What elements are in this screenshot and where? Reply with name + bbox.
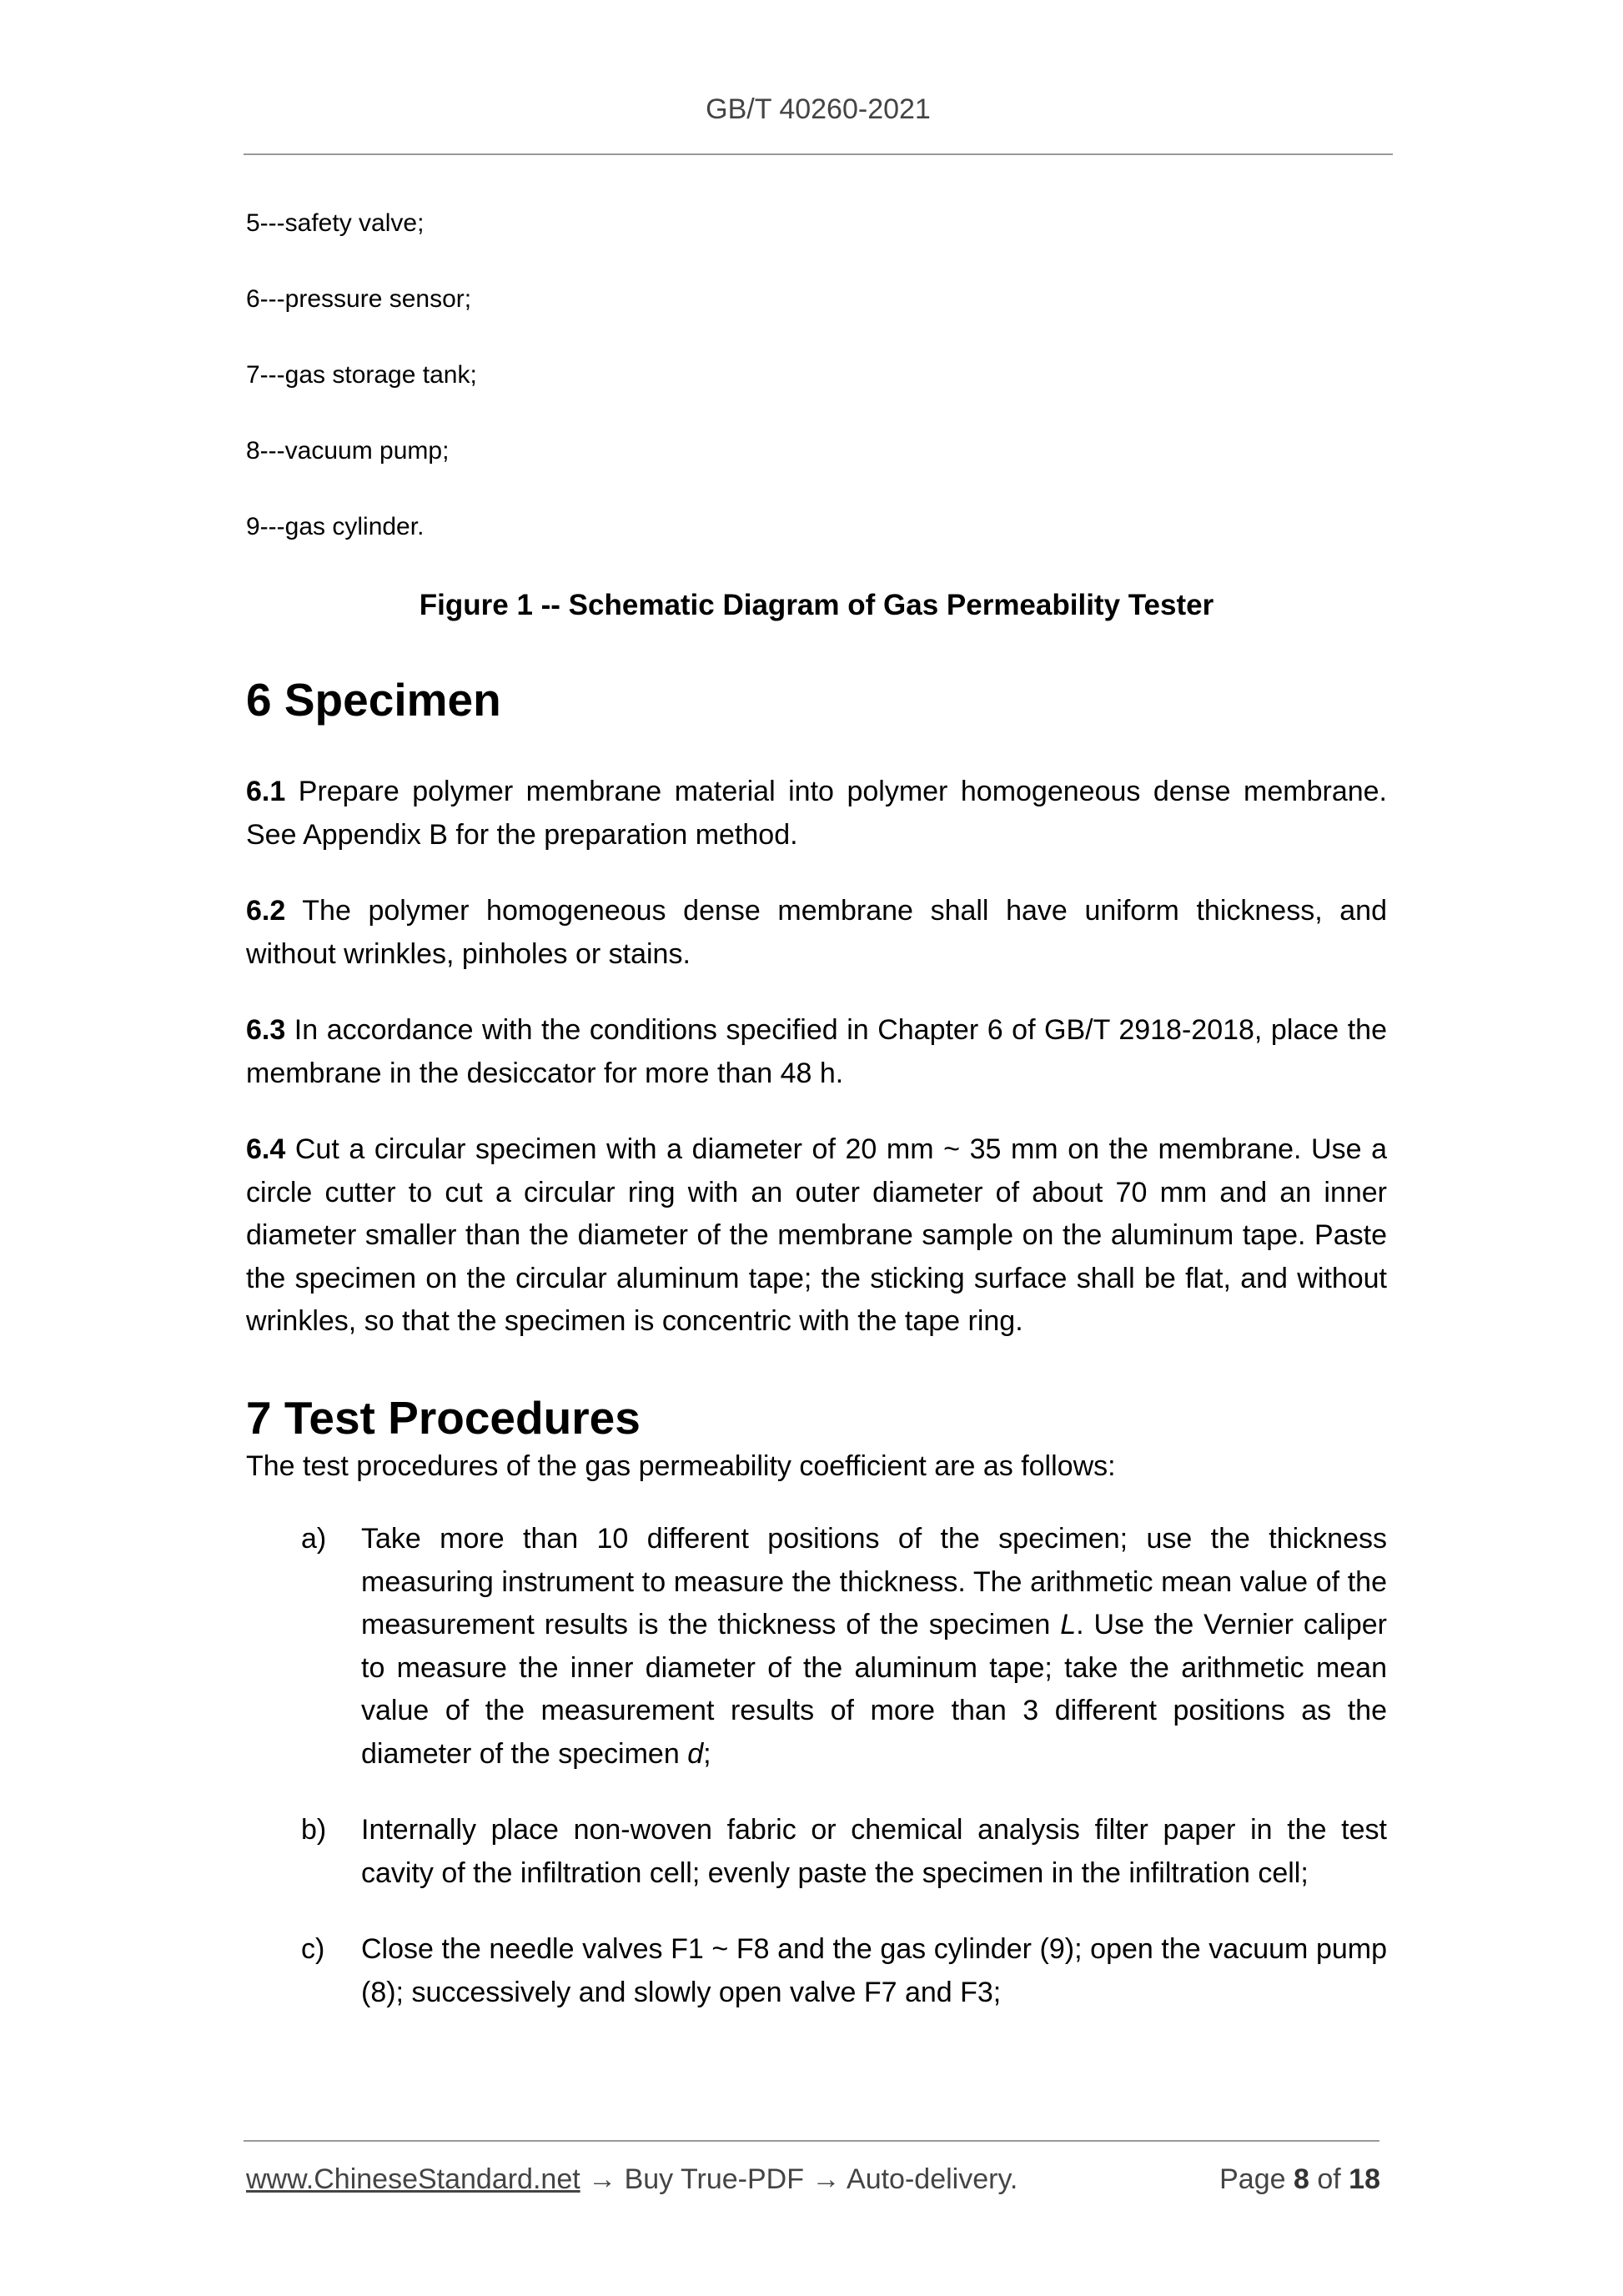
page-number: 8 — [1293, 2163, 1309, 2195]
list-marker: b) — [301, 1814, 327, 1846]
procedure-text: Internally place non-woven fabric or chemical analysis filter paper in the test cavity of the infiltration cell; evenly paste the specimen in the infiltration cell; — [361, 1814, 1387, 1889]
auto-delivery-text: Auto-delivery. — [847, 2163, 1018, 2195]
of-label: of — [1317, 2163, 1341, 2195]
figure-caption: Figure 1 -- Schematic Diagram of Gas Permeability Tester — [419, 589, 1214, 621]
procedure-text — [361, 1518, 1387, 1776]
arrow-right-icon: → — [812, 2163, 841, 2195]
variable-thickness: L — [1060, 1609, 1077, 1640]
footer-divider — [244, 2140, 1379, 2142]
header-divider — [244, 153, 1393, 155]
page-indicator — [1219, 2163, 1380, 2196]
page-footer — [246, 2163, 1380, 2196]
variable-diameter: d — [687, 1737, 704, 1770]
legend-item: 7---gas storage tank; — [246, 361, 477, 389]
page-header: GB/T 40260-2021 — [706, 93, 931, 125]
procedure-text-part: . Use the Vernier caliper to measure the inner diameter of the aluminum tape; take the arithmetic mean value of the measurement results of more than 3 different positions as the diameter of the specimen — [361, 1609, 1388, 1770]
specimen-clauses — [246, 771, 1387, 1344]
procedure-item-a — [246, 1518, 1387, 1776]
legend-item: 6---pressure sensor; — [246, 285, 472, 313]
procedure-list — [246, 1518, 1387, 2014]
clause-number: 6.3 — [246, 1014, 286, 1046]
page-content — [246, 207, 1387, 2047]
clause-6-4 — [246, 1128, 1387, 1344]
clause-number: 6.1 — [246, 776, 286, 807]
procedure-item-c — [246, 1928, 1387, 2014]
total-pages: 18 — [1349, 2163, 1380, 2195]
clause-text: In accordance with the conditions specified in Chapter 6 of GB/T 2918-2018, place the membrane in the desiccator for more than 48 h. — [246, 1014, 1387, 1089]
clause-6-1 — [246, 771, 1387, 857]
page-label: Page — [1219, 2163, 1286, 2195]
legend-item: 9---gas cylinder. — [246, 513, 425, 540]
clause-number: 6.2 — [246, 895, 286, 927]
section-heading-specimen: 6 Specimen — [246, 674, 501, 726]
clause-text: Prepare polymer membrane material into polymer homogeneous dense membrane. See Appendix B for the preparation method. — [246, 776, 1387, 851]
clause-text: Cut a circular specimen with a diameter of 20 mm ~ 35 mm on the membrane. Use a circle cutter to cut a circular ring with an outer diameter of about 70 mm and an inner diameter smaller than the diameter of the membrane sample on the aluminum tape. Paste the specimen on the circular aluminum tape; the sticking surface shall be flat, and without wrinkles, so that the specimen is concentric with the tape ring. — [246, 1133, 1387, 1337]
procedure-item-b — [246, 1809, 1387, 1895]
section-heading-test-procedures: 7 Test Procedures — [246, 1391, 641, 1444]
clause-6-3 — [246, 1009, 1387, 1095]
buy-true-pdf-text: Buy True-PDF — [624, 2163, 804, 2195]
procedures-intro: The test procedures of the gas permeability coefficient are as follows: — [246, 1449, 1116, 1482]
clause-number: 6.4 — [246, 1133, 286, 1165]
clause-text: The polymer homogeneous dense membrane shall have uniform thickness, and without wrinkles, pinholes or stains. — [246, 895, 1387, 970]
arrow-right-icon: → — [588, 2163, 617, 2195]
procedure-text-part: ; — [703, 1737, 711, 1770]
legend-item: 5---safety valve; — [246, 209, 425, 237]
clause-6-2 — [246, 890, 1387, 976]
website-link[interactable]: www.ChineseStandard.net — [246, 2163, 580, 2195]
list-marker: c) — [301, 1933, 325, 1965]
list-marker: a) — [301, 1523, 327, 1555]
legend-item: 8---vacuum pump; — [246, 437, 450, 465]
procedure-text: Close the needle valves F1 ~ F8 and the gas cylinder (9); open the vacuum pump (8); successively and slowly open valve F7 and F3; — [361, 1933, 1387, 2008]
figure-legend — [246, 207, 1387, 544]
procedure-text-part: Take more than 10 different positions of the specimen; use the thickness measuring instrument to measure the thickness. The arithmetic mean value of the measurement results is the thickness of the specimen — [361, 1523, 1387, 1640]
